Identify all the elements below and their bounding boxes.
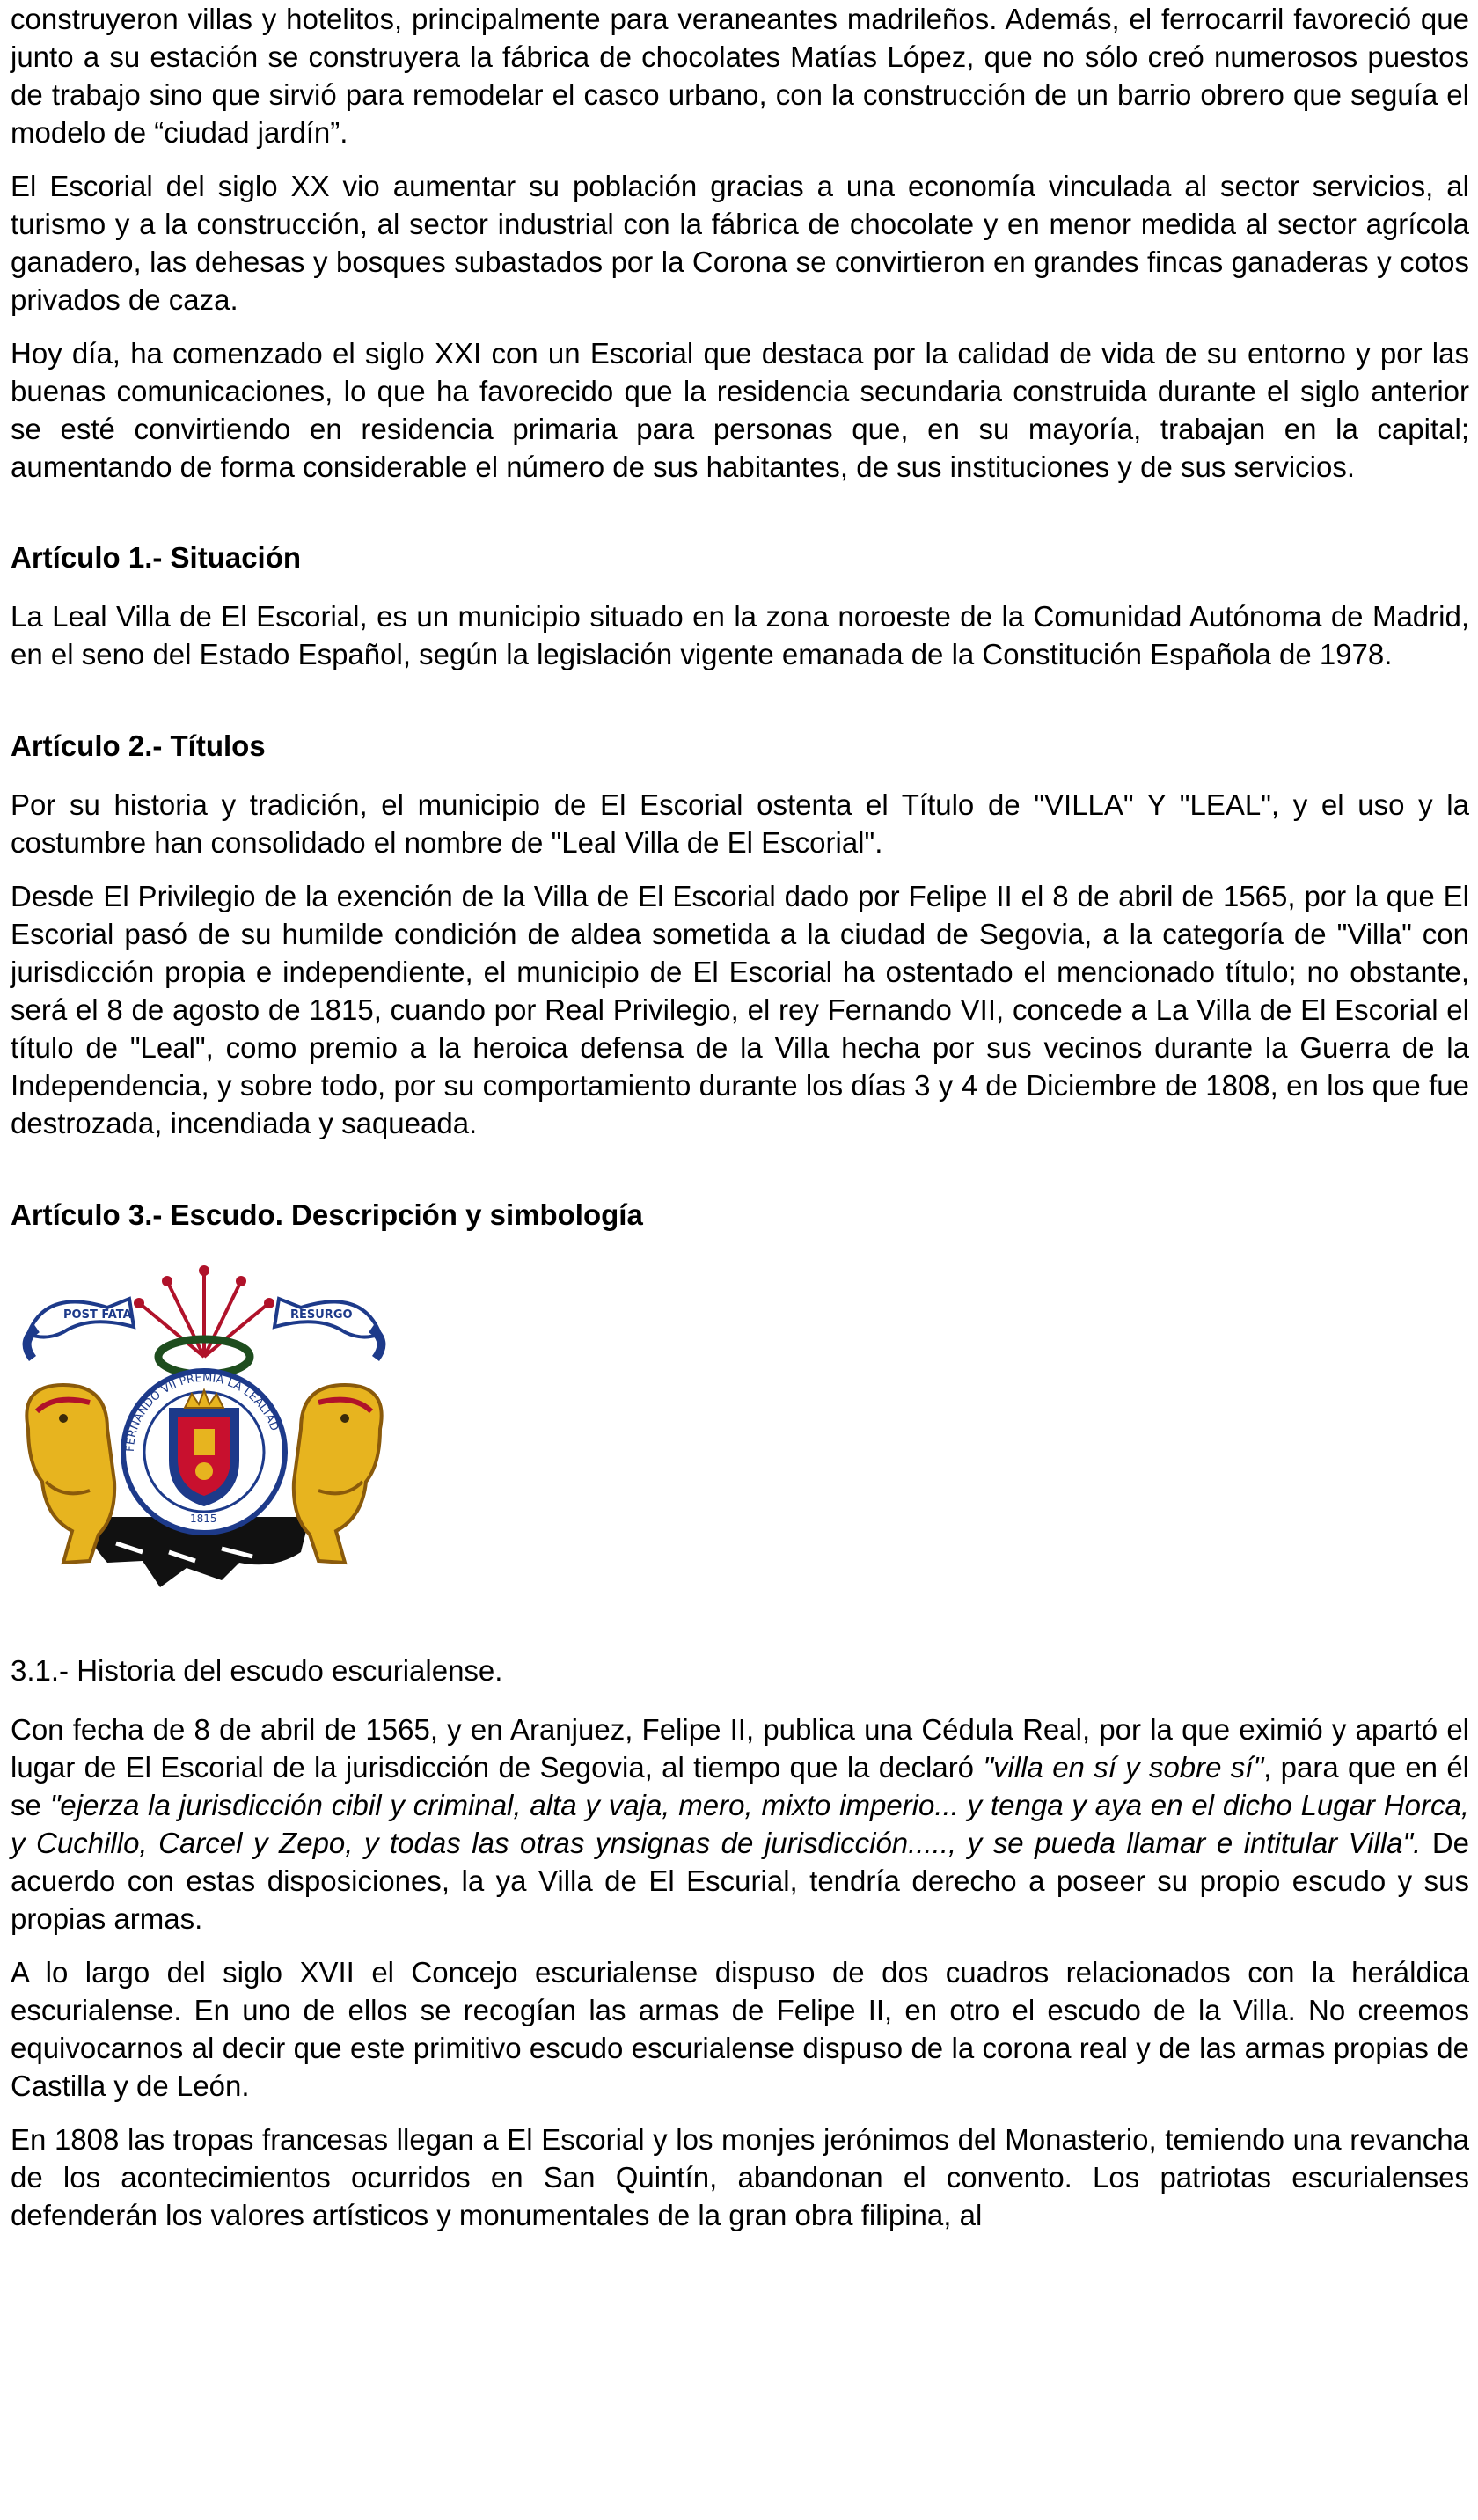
heading-articulo-1: Artículo 1.- Situación: [11, 541, 302, 574]
crest-ribbon-left-text: POST FATA: [63, 1308, 132, 1322]
crest-lion-right: [294, 1385, 382, 1563]
paragraph-titulo-villa-leal: Por su historia y tradición, el municipio de El Escorial ostenta el Título de "VILLA" Y "LEAL", y el uso y la costumbre han consolidado el nombre de "Leal Villa de El Escorial".: [11, 788, 1469, 859]
cedula-text-c: De acuerdo con estas disposiciones, la ya Villa de El Escurial, tendría derecho a poseer su propio escudo y sus propias armas.: [11, 1827, 1470, 1935]
cedula-text-a: Con fecha de 8 de abril de 1565, y en Aranjuez, Felipe II, publica una Cédula Real, por la que eximió y apartó el lugar de El Escorial de la jurisdicción de Segovia, al tiempo que la declaró: [11, 1713, 1469, 1784]
heading-articulo-2: Artículo 2.- Títulos: [11, 729, 266, 762]
crest-ring-year: 1815: [190, 1513, 217, 1525]
subheading-historia-escudo: 3.1.- Historia del escudo escurialense.: [11, 1654, 503, 1687]
crest-ribbon-right-text: RESURGO: [290, 1308, 353, 1322]
cedula-text-b: , para que en él se: [11, 1751, 1470, 1821]
heading-articulo-3: Artículo 3.- Escudo. Descripción y simbología: [11, 1198, 643, 1231]
cedula-quote-jurisdiccion: "ejerza la jurisdicción cibil y criminal, alta y vaja, mero, mixto imperio... y tenga y aya en el dicho Lugar Horca, y Cuchillo, Carcel y Zepo, y todas las otras ynsignas de jurisdicción....., y se pueda llamar e intitular Villa".: [11, 1789, 1469, 1859]
paragraph-siglo-xxi: Hoy día, ha comenzado el siglo XXI con un Escorial que destaca por la calidad de vida de su entorno y por las buenas comunicaciones, lo que ha favorecido que la residencia secundaria construida durante el siglo anterior se esté convirtiendo en residencia primaria para personas que, en su mayoría, trabajan en la capital; aumentando de forma considerable el número de sus habitantes, de sus instituciones y de sus servicios.: [11, 337, 1469, 483]
crest-ring-text: FERNANDO VII PREMIA LA LEALTAD: [123, 1371, 282, 1453]
crest-arrows: [143, 1274, 266, 1357]
paragraph-siglo-xvii: A lo largo del siglo XVII el Concejo escurialense dispuso de dos cuadros relacionados con la heráldica escurialense. En uno de ellos se recogían las armas de Felipe II, en otro el escudo de la Villa. No creemos equivocarnos al decir que este primitivo escudo escurialense dispuso de la corona real y de las armas propias de Castilla y de León.: [11, 1956, 1469, 2102]
paragraph-villas: construyeron villas y hotelitos, principalmente para veraneantes madrileños. Además, el ferrocarril favoreció que junto a su estación se construyera la fábrica de chocolates Matías López, que no sólo creó numerosos puestos de trabajo sino que sirvió para remodelar el casco urbano, con la construcción de un barrio obrero que seguía el modelo de “ciudad jardín”.: [11, 3, 1469, 149]
paragraph-situacion: La Leal Villa de El Escorial, es un municipio situado en la zona noroeste de la Comunidad Autónoma de Madrid, en el seno del Estado Español, según la legislación vigente emanada de la Constitución Española de 1978.: [11, 600, 1469, 670]
paragraph-1808: En 1808 las tropas francesas llegan a El Escorial y los monjes jerónimos del Monasterio, temiendo una revancha de los acontecimientos ocurridos en San Quintín, abandonan el convento. Los patriotas escurialenses defenderán los valores artísticos y monumentales de la gran obra filipina, al: [11, 2123, 1469, 2231]
cedula-quote-villa: "villa en sí y sobre sí": [983, 1751, 1264, 1784]
paragraph-siglo-xx: El Escorial del siglo XX vio aumentar su población gracias a una economía vinculada al sector servicios, al turismo y a la construcción, al sector industrial con la fábrica de chocolate y en menor medida al sector agrícola ganadero, las dehesas y bosques subastados por la Corona se convirtieron en grandes fincas ganaderas y cotos privados de caza.: [11, 170, 1469, 316]
coat-of-arms-image: [11, 1253, 398, 1591]
paragraph-cedula-real: [11, 1711, 1469, 1938]
paragraph-privilegio: Desde El Privilegio de la exención de la Villa de El Escorial dado por Felipe II el 8 de abril de 1565, por la que El Escorial pasó de su humilde condición de aldea sometida a la ciudad de Segovia, a la categoría de "Villa" con jurisdicción propia e independiente, el municipio de El Escorial ha ostentado el mencionado título; no obstante, será el 8 de agosto de 1815, cuando por Real Privilegio, el rey Fernando VII, concede a La Villa de El Escorial el título de "Leal", como premio a la heroica defensa de la Villa hecha por sus vecinos durante la Guerra de la Independencia, y sobre todo, por su comportamiento durante los días 3 y 4 de Diciembre de 1808, en los que fue destrozada, incendiada y saqueada.: [11, 880, 1469, 1139]
document-page: [11, 0, 1469, 2234]
